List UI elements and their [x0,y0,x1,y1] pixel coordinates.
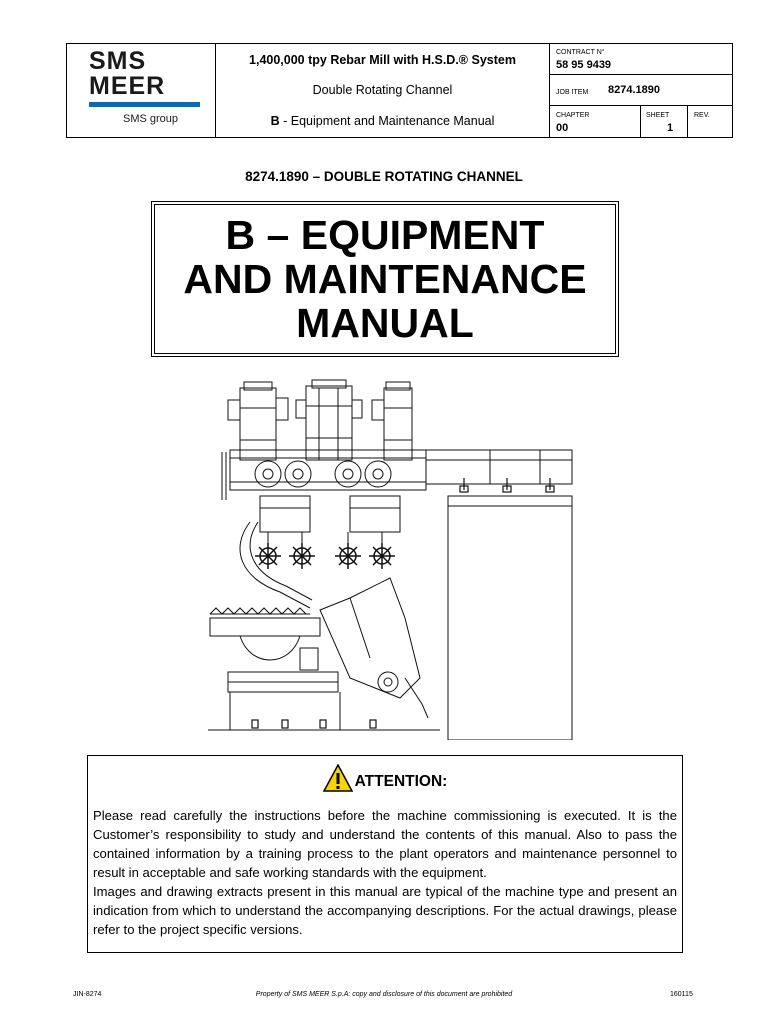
project-title: 1,400,000 tpy Rebar Mill with H.S.D.® System [249,53,516,67]
footer-date-code: 160115 [670,991,693,998]
job-item-label: JOB ITEM [556,89,589,96]
manual-name-rest: - Equipment and Maintenance Manual [279,114,495,128]
feed-chute [240,522,310,608]
chapter-value: 00 [556,122,569,134]
main-title [152,213,618,345]
main-title-line3: MANUAL [296,300,474,346]
main-title-box [151,201,619,357]
main-title-line2: AND MAINTENANCE [183,256,587,302]
sheet-label: SHEET [646,112,670,119]
footer-document-code: JIN-8274 [73,991,102,998]
logo-text-sms: SMS [89,47,147,75]
motor-group-right [372,382,412,460]
sheet-cell [641,106,688,138]
footer-disclaimer: Property of SMS MEER S.p.A: copy and disclosure of this document are prohibited [255,991,513,998]
chapter-sheet-rev-row [550,106,732,138]
header-info-cell [550,44,732,137]
attention-text [93,806,677,939]
motor-group-center [296,380,362,460]
gear-wheels [255,461,391,487]
contract-row [550,44,732,75]
header-title-cell [216,44,550,137]
chapter-label: CHAPTER [556,112,590,119]
attention-paragraph-1: Please read carefully the instructions before the machine commissioning is executed. It is the Customer’s responsibility to study and understand the contents of this manual. Also to pass the contained information by a training process to the plant operators and maintenance personnel to result in acceptable and safe working standards with the equipment. [93,808,677,880]
motor-group-left [228,382,288,460]
rev-cell [688,106,732,138]
logo-blue-bar [89,102,200,107]
sheet-value: 1 [667,122,674,134]
attention-heading [88,756,682,792]
document-heading: 8274.1890 – DOUBLE ROTATING CHANNEL [245,169,523,184]
manual-letter: B [270,114,280,128]
contract-value: 58 95 9439 [556,59,612,71]
channel-unit-left [260,496,310,532]
attention-notice [87,755,683,953]
job-item-row [550,75,732,106]
logo-text-meer: MEER [89,72,166,100]
channel-unit-right [350,496,400,532]
inclined-arm [320,578,420,698]
machine-drawing [200,378,580,740]
cooling-bed-teeth [210,608,306,614]
chapter-cell [550,106,641,138]
support-pillar [448,496,572,740]
manual-name [216,114,549,128]
logo-text-group: SMS group [123,113,179,125]
company-logo [67,44,216,137]
main-title-line1: B – EQUIPMENT [225,212,545,258]
contract-label: CONTRACT N° [556,49,605,56]
rev-label: REV. [694,112,710,119]
attention-label: ATTENTION: [354,773,448,790]
rotor-stars [255,543,395,569]
job-item-value: 8274.1890 [608,84,660,96]
header-block [66,43,733,138]
attention-paragraph-2: Images and drawing extracts present in this manual are typical of the machine type and present an indication from which to understand the accompanying descriptions. For the actual drawings, please refer to the project specific versions. [93,884,677,937]
warning-triangle-icon [323,764,353,792]
equipment-name: Double Rotating Channel [312,83,453,97]
